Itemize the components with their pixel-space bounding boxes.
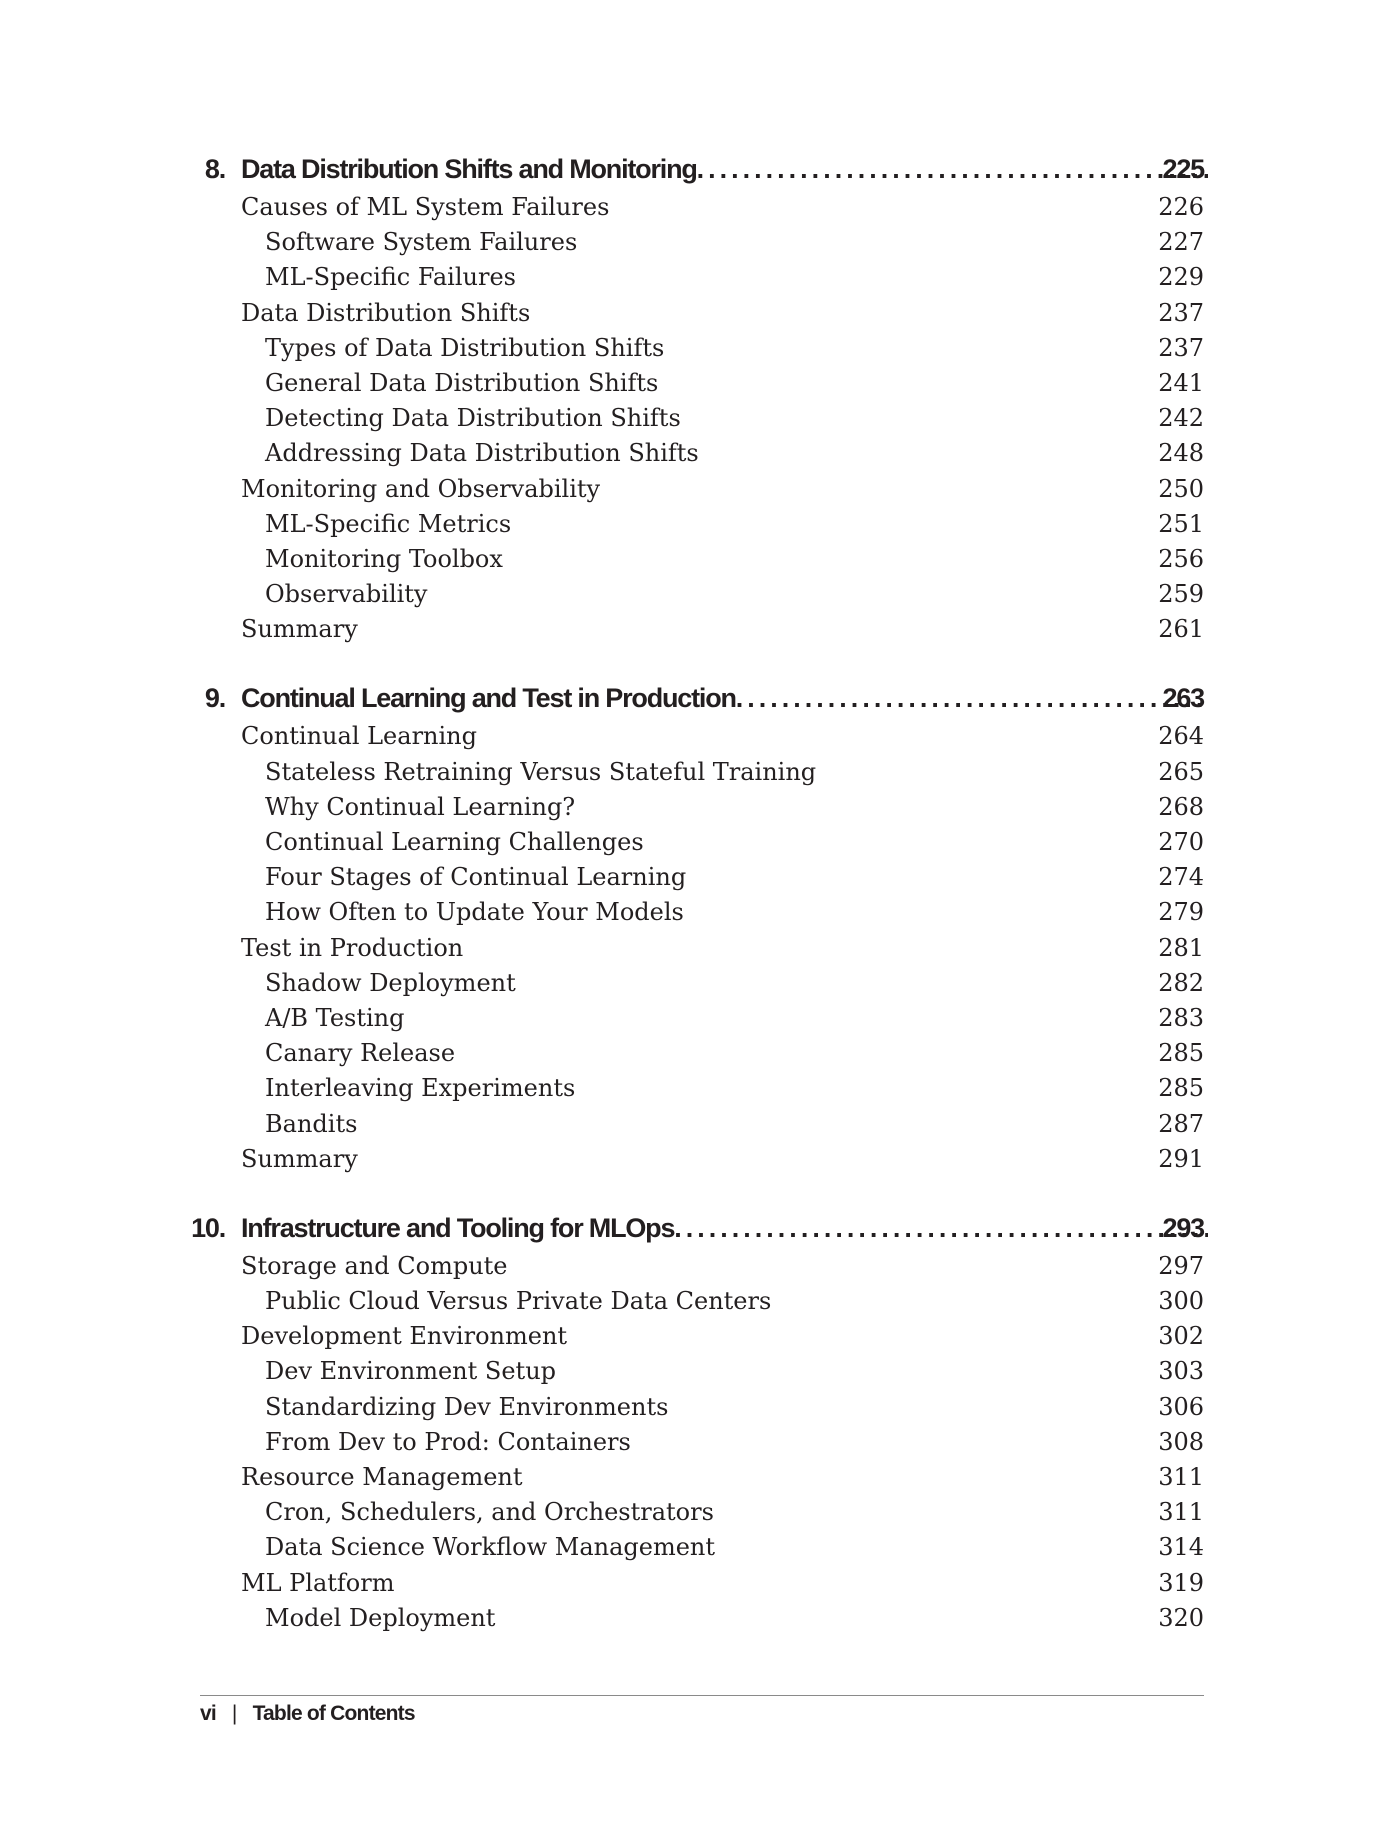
entry-label: Observability [265, 580, 428, 609]
toc-subsection-entry[interactable] [0, 366, 1400, 401]
toc-subsection-entry[interactable] [0, 436, 1400, 471]
entry-page-number: 285 [1158, 1074, 1204, 1103]
entry-page-number: 264 [1158, 722, 1204, 751]
entry-label: Types of Data Distribution Shifts [265, 333, 665, 362]
entry-label: Data Distribution Shifts [241, 298, 531, 327]
entry-label: Cron, Schedulers, and Orchestrators [265, 1498, 714, 1527]
toc-section-entry[interactable] [0, 1566, 1400, 1601]
toc-section-entry[interactable] [0, 1142, 1400, 1177]
entry-page-number: 320 [1158, 1603, 1204, 1632]
entry-page-number: 270 [1158, 828, 1204, 856]
entry-page-number: 311 [1158, 1498, 1204, 1527]
entry-label: Dev Environment Setup [265, 1357, 557, 1386]
chapter-page-number: 293 [1162, 1212, 1204, 1243]
entry-page-number: 274 [1158, 863, 1204, 892]
toc-section-entry[interactable] [0, 296, 1400, 331]
footer-separator: | [231, 1702, 237, 1725]
entry-label: Standardizing Dev Environments [265, 1392, 669, 1421]
entry-page-number: 279 [1158, 898, 1204, 927]
entry-label: Summary [241, 1144, 358, 1173]
toc-subsection-entry[interactable] [0, 1001, 1400, 1036]
entry-label: ML Platform [241, 1568, 395, 1597]
entry-label: Continual Learning [241, 722, 477, 751]
entry-label: Why Continual Learning? [265, 792, 576, 821]
toc-subsection-entry[interactable] [0, 401, 1400, 436]
entry-page-number: 308 [1158, 1427, 1204, 1456]
footer-section-title: Table of Contents [252, 1702, 415, 1725]
entry-page-number: 281 [1158, 933, 1204, 962]
entry-label: Interleaving Experiments [265, 1074, 576, 1103]
entry-label: Stateless Retraining Versus Stateful Training [265, 757, 817, 786]
entry-page-number: 251 [1158, 509, 1204, 538]
toc-section-entry[interactable] [0, 719, 1400, 754]
entry-label: Model Deployment [265, 1603, 496, 1632]
toc-section-entry[interactable] [0, 612, 1400, 647]
toc-subsection-entry[interactable] [0, 1530, 1400, 1565]
entry-label: Public Cloud Versus Private Data Centers [265, 1287, 772, 1316]
entry-label: Continual Learning Challenges [265, 828, 644, 856]
entry-label: Software System Failures [265, 228, 578, 257]
entry-page-number: 256 [1158, 544, 1204, 573]
entry-page-number: 314 [1158, 1533, 1204, 1562]
entry-page-number: 285 [1158, 1039, 1204, 1068]
chapter-section [0, 1209, 1400, 1636]
entry-page-number: 311 [1158, 1463, 1204, 1491]
page-footer [200, 1702, 415, 1726]
entry-label: Test in Production [241, 933, 464, 962]
chapter-page-number: 225 [1162, 154, 1204, 184]
entry-page-number: 300 [1158, 1287, 1204, 1316]
entry-page-number: 303 [1158, 1357, 1204, 1386]
entry-page-number: 241 [1158, 368, 1204, 397]
entry-label: Causes of ML System Failures [241, 193, 610, 221]
entry-page-number: 261 [1158, 615, 1204, 644]
entry-label: From Dev to Prod: Containers [265, 1427, 631, 1456]
dot-leader [674, 1213, 1208, 1244]
entry-page-number: 319 [1158, 1568, 1204, 1597]
entry-page-number: 283 [1158, 1003, 1204, 1032]
entry-page-number: 237 [1158, 298, 1204, 327]
entry-label: Resource Management [241, 1463, 523, 1491]
toc-subsection-entry[interactable] [0, 1107, 1400, 1142]
entry-page-number: 250 [1158, 474, 1204, 503]
toc-subsection-entry[interactable] [0, 966, 1400, 1001]
entry-label: ML-Specific Metrics [265, 509, 512, 538]
entry-label: Development Environment [241, 1322, 568, 1351]
chapter-title-line [241, 683, 1208, 714]
footer-page-number: vi [200, 1702, 216, 1725]
toc-subsection-entry[interactable] [0, 507, 1400, 542]
toc-subsection-entry[interactable] [0, 1071, 1400, 1106]
toc-section-entry[interactable] [0, 190, 1400, 225]
toc-subsection-entry[interactable] [0, 331, 1400, 366]
toc-subsection-entry[interactable] [0, 755, 1400, 790]
toc-subsection-entry[interactable] [0, 1601, 1400, 1636]
entry-label: Addressing Data Distribution Shifts [265, 439, 699, 468]
entry-label: Summary [241, 615, 358, 644]
entry-label: Detecting Data Distribution Shifts [265, 404, 681, 433]
toc-subsection-entry[interactable] [0, 1284, 1400, 1319]
toc-subsection-entry[interactable] [0, 577, 1400, 612]
toc-subsection-entry[interactable] [0, 1390, 1400, 1425]
entry-label: Bandits [265, 1109, 358, 1138]
entry-page-number: 248 [1158, 439, 1204, 468]
toc-subsection-entry[interactable] [0, 825, 1400, 860]
entry-page-number: 265 [1158, 757, 1204, 786]
toc-subsection-entry[interactable] [0, 860, 1400, 895]
entry-page-number: 242 [1158, 404, 1204, 433]
entry-label: Data Science Workflow Management [265, 1533, 716, 1562]
chapter-title: Infrastructure and Tooling for MLOps [241, 1212, 675, 1243]
chapter-title: Continual Learning and Test in Production [241, 683, 736, 714]
toc-subsection-entry[interactable] [0, 225, 1400, 260]
entry-page-number: 227 [1158, 228, 1204, 257]
entry-label: Shadow Deployment [265, 968, 516, 997]
entry-page-number: 268 [1158, 792, 1204, 821]
entry-label: How Often to Update Your Models [265, 898, 684, 927]
chapter-heading[interactable] [0, 150, 1400, 190]
toc-section-entry[interactable] [0, 1319, 1400, 1354]
entry-page-number: 297 [1158, 1251, 1204, 1280]
entry-page-number: 282 [1158, 968, 1204, 997]
entry-label: Storage and Compute [241, 1251, 508, 1280]
chapter-section [0, 150, 1400, 647]
toc-section-entry[interactable] [0, 1249, 1400, 1284]
entry-page-number: 291 [1158, 1144, 1204, 1173]
chapter-section [0, 679, 1400, 1176]
entry-label: Monitoring Toolbox [265, 544, 503, 573]
toc-subsection-entry[interactable] [0, 1354, 1400, 1389]
toc-subsection-entry[interactable] [0, 542, 1400, 577]
entry-page-number: 237 [1158, 333, 1204, 362]
footer-rule [200, 1695, 1204, 1696]
toc-section-entry[interactable] [0, 472, 1400, 507]
toc-subsection-entry[interactable] [0, 260, 1400, 295]
toc-subsection-entry[interactable] [0, 1495, 1400, 1530]
entry-label: Canary Release [265, 1039, 456, 1068]
toc-subsection-entry[interactable] [0, 1036, 1400, 1071]
dot-leader [697, 154, 1208, 185]
chapter-heading[interactable] [0, 1209, 1400, 1249]
entry-page-number: 302 [1158, 1322, 1204, 1351]
entry-label: Four Stages of Continual Learning [265, 863, 687, 892]
entry-page-number: 226 [1158, 193, 1204, 221]
chapter-number: 9. [204, 683, 225, 714]
entry-label: General Data Distribution Shifts [265, 368, 659, 397]
toc-subsection-entry[interactable] [0, 790, 1400, 825]
toc-subsection-entry[interactable] [0, 1425, 1400, 1460]
chapter-page-number: 263 [1162, 683, 1204, 714]
toc-section-entry[interactable] [0, 1460, 1400, 1495]
table-of-contents [0, 150, 1400, 1668]
dot-leader [736, 683, 1208, 714]
chapter-heading[interactable] [0, 679, 1400, 719]
chapter-title-line [241, 154, 1208, 185]
toc-section-entry[interactable] [0, 931, 1400, 966]
entry-page-number: 259 [1158, 580, 1204, 609]
entry-page-number: 287 [1158, 1109, 1204, 1138]
entry-label: Monitoring and Observability [241, 474, 601, 503]
entry-page-number: 306 [1158, 1392, 1204, 1421]
chapter-number: 10. [191, 1212, 225, 1243]
toc-subsection-entry[interactable] [0, 895, 1400, 930]
entry-label: A/B Testing [265, 1003, 405, 1032]
chapter-title-line [241, 1213, 1208, 1244]
chapter-title: Data Distribution Shifts and Monitoring [241, 154, 697, 184]
entry-label: ML-Specific Failures [265, 263, 516, 292]
entry-page-number: 229 [1158, 263, 1204, 292]
chapter-number: 8. [204, 154, 225, 184]
